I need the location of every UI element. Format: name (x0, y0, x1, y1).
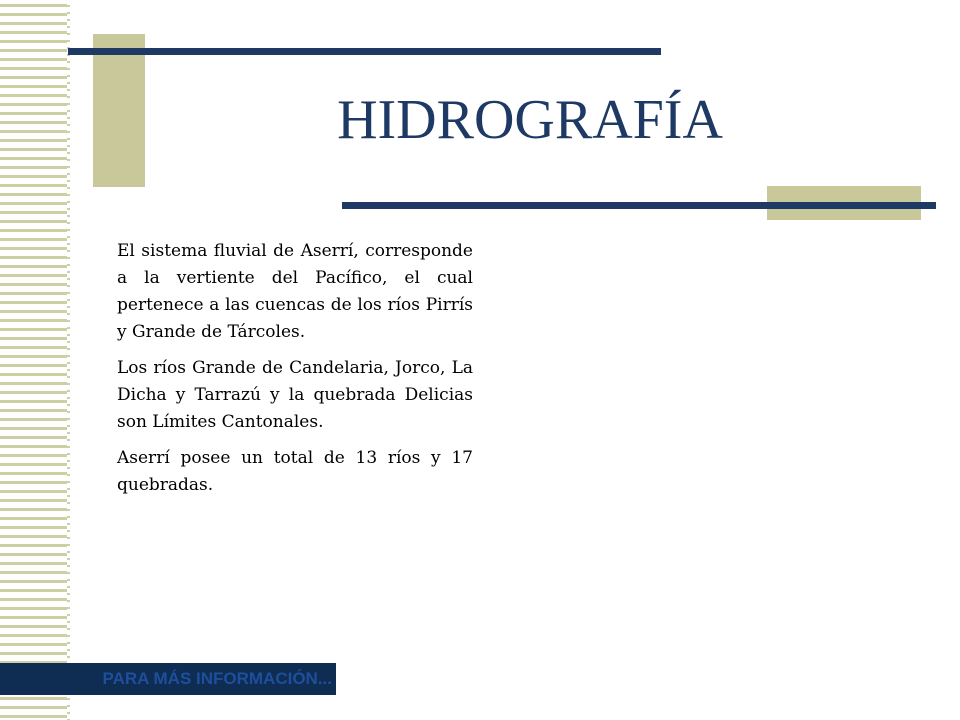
more-info-label: PARA MÁS INFORMACIÓN... (102, 669, 332, 688)
slide-title: HIDROGRAFÍA (337, 89, 723, 151)
paragraph: Los ríos Grande de Candelaria, Jorco, La Dicha y Tarrazú y la quebrada Delicias son Límites Cantonales. (117, 358, 473, 432)
decorative-olive-block-top (93, 34, 145, 187)
body-text (117, 238, 473, 508)
decorative-navy-bar-top (68, 48, 661, 55)
paragraph: El sistema fluvial de Aserrí, corresponde a la vertiente del Pacífico, el cual pertenece a las cuencas de los ríos Pirrís y Grande de Tárcoles. (117, 241, 473, 342)
more-info-link[interactable] (0, 663, 336, 695)
paragraph: Aserrí posee un total de 13 ríos y 17 quebradas. (117, 448, 473, 495)
decorative-stripes (0, 0, 70, 720)
decorative-navy-bar-right (342, 202, 936, 209)
